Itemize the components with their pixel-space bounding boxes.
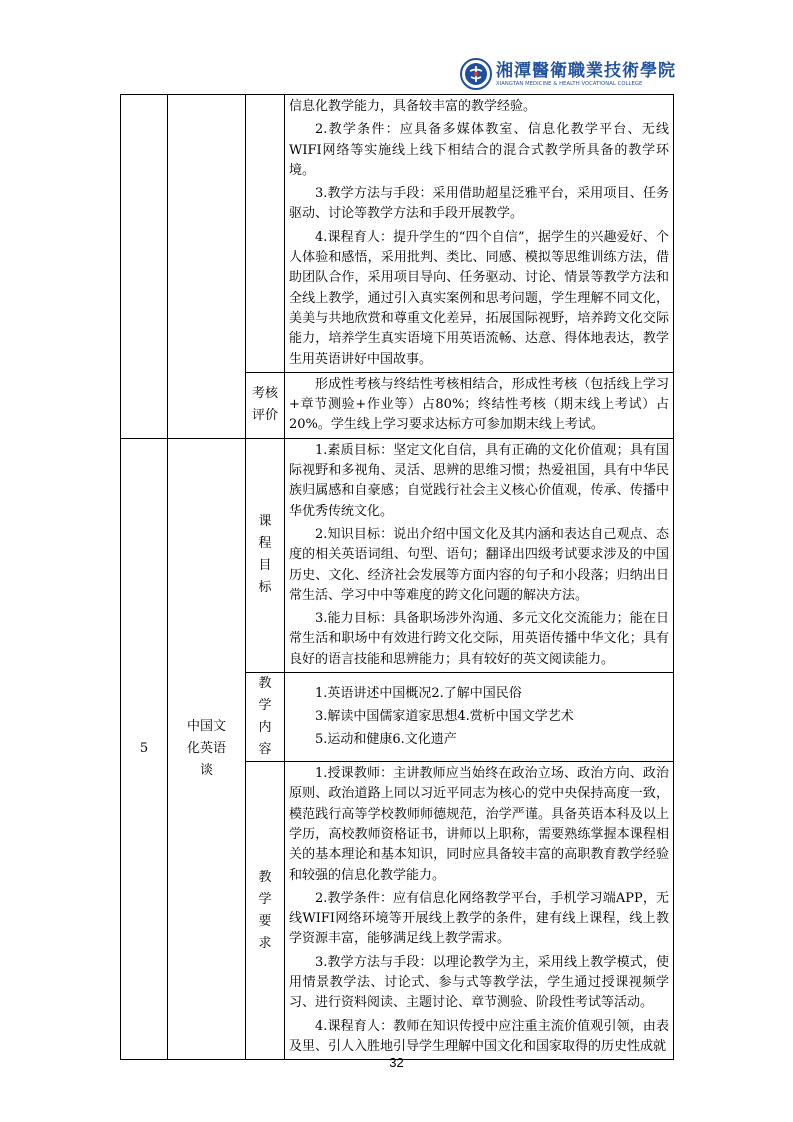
- prev-req-paragraph: 3.教学方法与手段：采用借助超星泛雅平台，采用项目、任务驱动、讨论等教学方法和手段开展教学。: [289, 186, 669, 222]
- logo-chinese-name: 湘潭醫衛職業技術學院: [496, 60, 676, 81]
- logo-english-name: XIANGTAN MEDICINE & HEALTH VOCATIONAL COLLEGE: [496, 80, 643, 87]
- requirement-paragraph: 3.教学方法与手段：以理论教学为主，采用线上教学模式，使用情景教学法、讨论式、参与式等教学法，学生通过授课视频学习、进行资料阅读、主题讨论、章节测验、阶段性考试等活动。: [289, 954, 669, 1011]
- requirements-cell: [285, 762, 674, 1060]
- content-line: 5.运动和健康6.文化遗产: [315, 732, 457, 748]
- goal-paragraph: 2.知识目标：说出介绍中国文化及其内涵和表达自己观点、态度的相关英语词组、句型、语句；翻译出四级考试要求涉及的中国历史、文化、经济社会发展等方面内容的句子和小段落；归纳出日常生活、学习中中等难度的跨文化问题的解决方法。: [289, 526, 669, 603]
- prev-req-line: 信息化教学能力，具备较丰富的教学经验。: [289, 99, 537, 114]
- course-number: 5: [121, 438, 168, 1059]
- table-row: [121, 95, 674, 373]
- goals-label: 课程目标: [246, 438, 285, 672]
- goal-paragraph: 1.素质目标：坚定文化自信，具有正确的文化价值观；具有国际视野和多视角、灵活、思辨的思维习惯；热爱祖国，具有中华民族归属感和自豪感；自觉践行社会主义核心价值观，传承、传播中华优秀传统文化。: [289, 442, 669, 519]
- content-cell: [285, 673, 674, 762]
- content-line: 1.英语讲述中国概况2.了解中国民俗: [315, 685, 522, 701]
- college-emblem-icon: [460, 58, 492, 90]
- prev-requirements-cell: [285, 95, 674, 373]
- page-number: 32: [389, 1055, 404, 1070]
- prev-label-cell: [246, 95, 285, 373]
- college-logo: [460, 58, 676, 90]
- requirements-label: 教学要求: [246, 762, 285, 1060]
- course-name: 中国文化英语谈: [168, 438, 246, 1059]
- goals-cell: [285, 438, 674, 672]
- goal-paragraph: 3.能力目标：具备职场涉外沟通、多元文化交流能力；能在日常生活和职场中有效进行跨文化交际，用英语传播中华文化；具有良好的语言技能和思辨能力；具有较好的英文阅读能力。: [289, 611, 669, 667]
- requirement-paragraph: 2.教学条件：应有信息化网络教学平台，手机学习端APP，无线WIFI网络环境等开展线上教学的条件，建有线上课程，线上教学资源丰富，能够满足线上教学需求。: [289, 890, 669, 947]
- prev-number-cell: [121, 95, 168, 439]
- content-line: 3.解读中国儒家道家思想4.赏析中国文学艺术: [315, 708, 574, 724]
- assessment-cell: [285, 372, 674, 438]
- curriculum-table: [120, 94, 674, 1060]
- assessment-text: 形成性考核与终结性考核相结合，形成性考核（包括线上学习+章节测验+作业等）占80%；终结性考核（期末线上考试）占20%。学生线上学习要求达标方可参加期末线上考试。: [289, 376, 669, 433]
- requirement-paragraph: 4.课程育人：教师在知识传授中应注重主流价值观引领，由表及里、引人入胜地引导学生理解中国文化和国家取得的历史性成就: [289, 1018, 669, 1054]
- prev-req-paragraph: 4.课程育人：提升学生的“四个自信”，据学生的兴趣爱好、个人体验和感悟，采用批判、类比、同感、模拟等思维训练方法，借助团队合作，采用项目导向、任务驱动、讨论、情景等教学方法和全线上教学，通过引入真实案例和思考问题，学生理解不同文化，美美与共地欣赏和尊重文化差异，拓展国际视野，培养跨文化交际能力，培养学生真实语境下用英语流畅、达意、得体地表达，教学生用英语讲好中国故事。: [289, 229, 669, 367]
- content-label: 教学内容: [246, 673, 285, 762]
- table-row: [121, 438, 674, 672]
- assessment-label: 考核评价: [246, 372, 285, 438]
- prev-name-cell: [168, 95, 246, 439]
- prev-req-paragraph: 2.教学条件：应具备多媒体教室、信息化教学平台、无线WIFI网络等实施线上线下相结合的混合式教学所具备的教学环境。: [289, 122, 669, 178]
- requirement-paragraph: 1.授课教师：主讲教师应当始终在政治立场、政治方向、政治原则、政治道路上同以习近平同志为核心的党中央保持高度一致，模范践行高等学校教师师德规范，治学严谨。具备英语本科及以上学历，高校教师资格证书，讲师以上职称，需要熟练掌握本课程相关的基本理论和基本知识，同时应具备较丰富的高职教育教学经验和较强的信息化教学能力。: [289, 766, 669, 883]
